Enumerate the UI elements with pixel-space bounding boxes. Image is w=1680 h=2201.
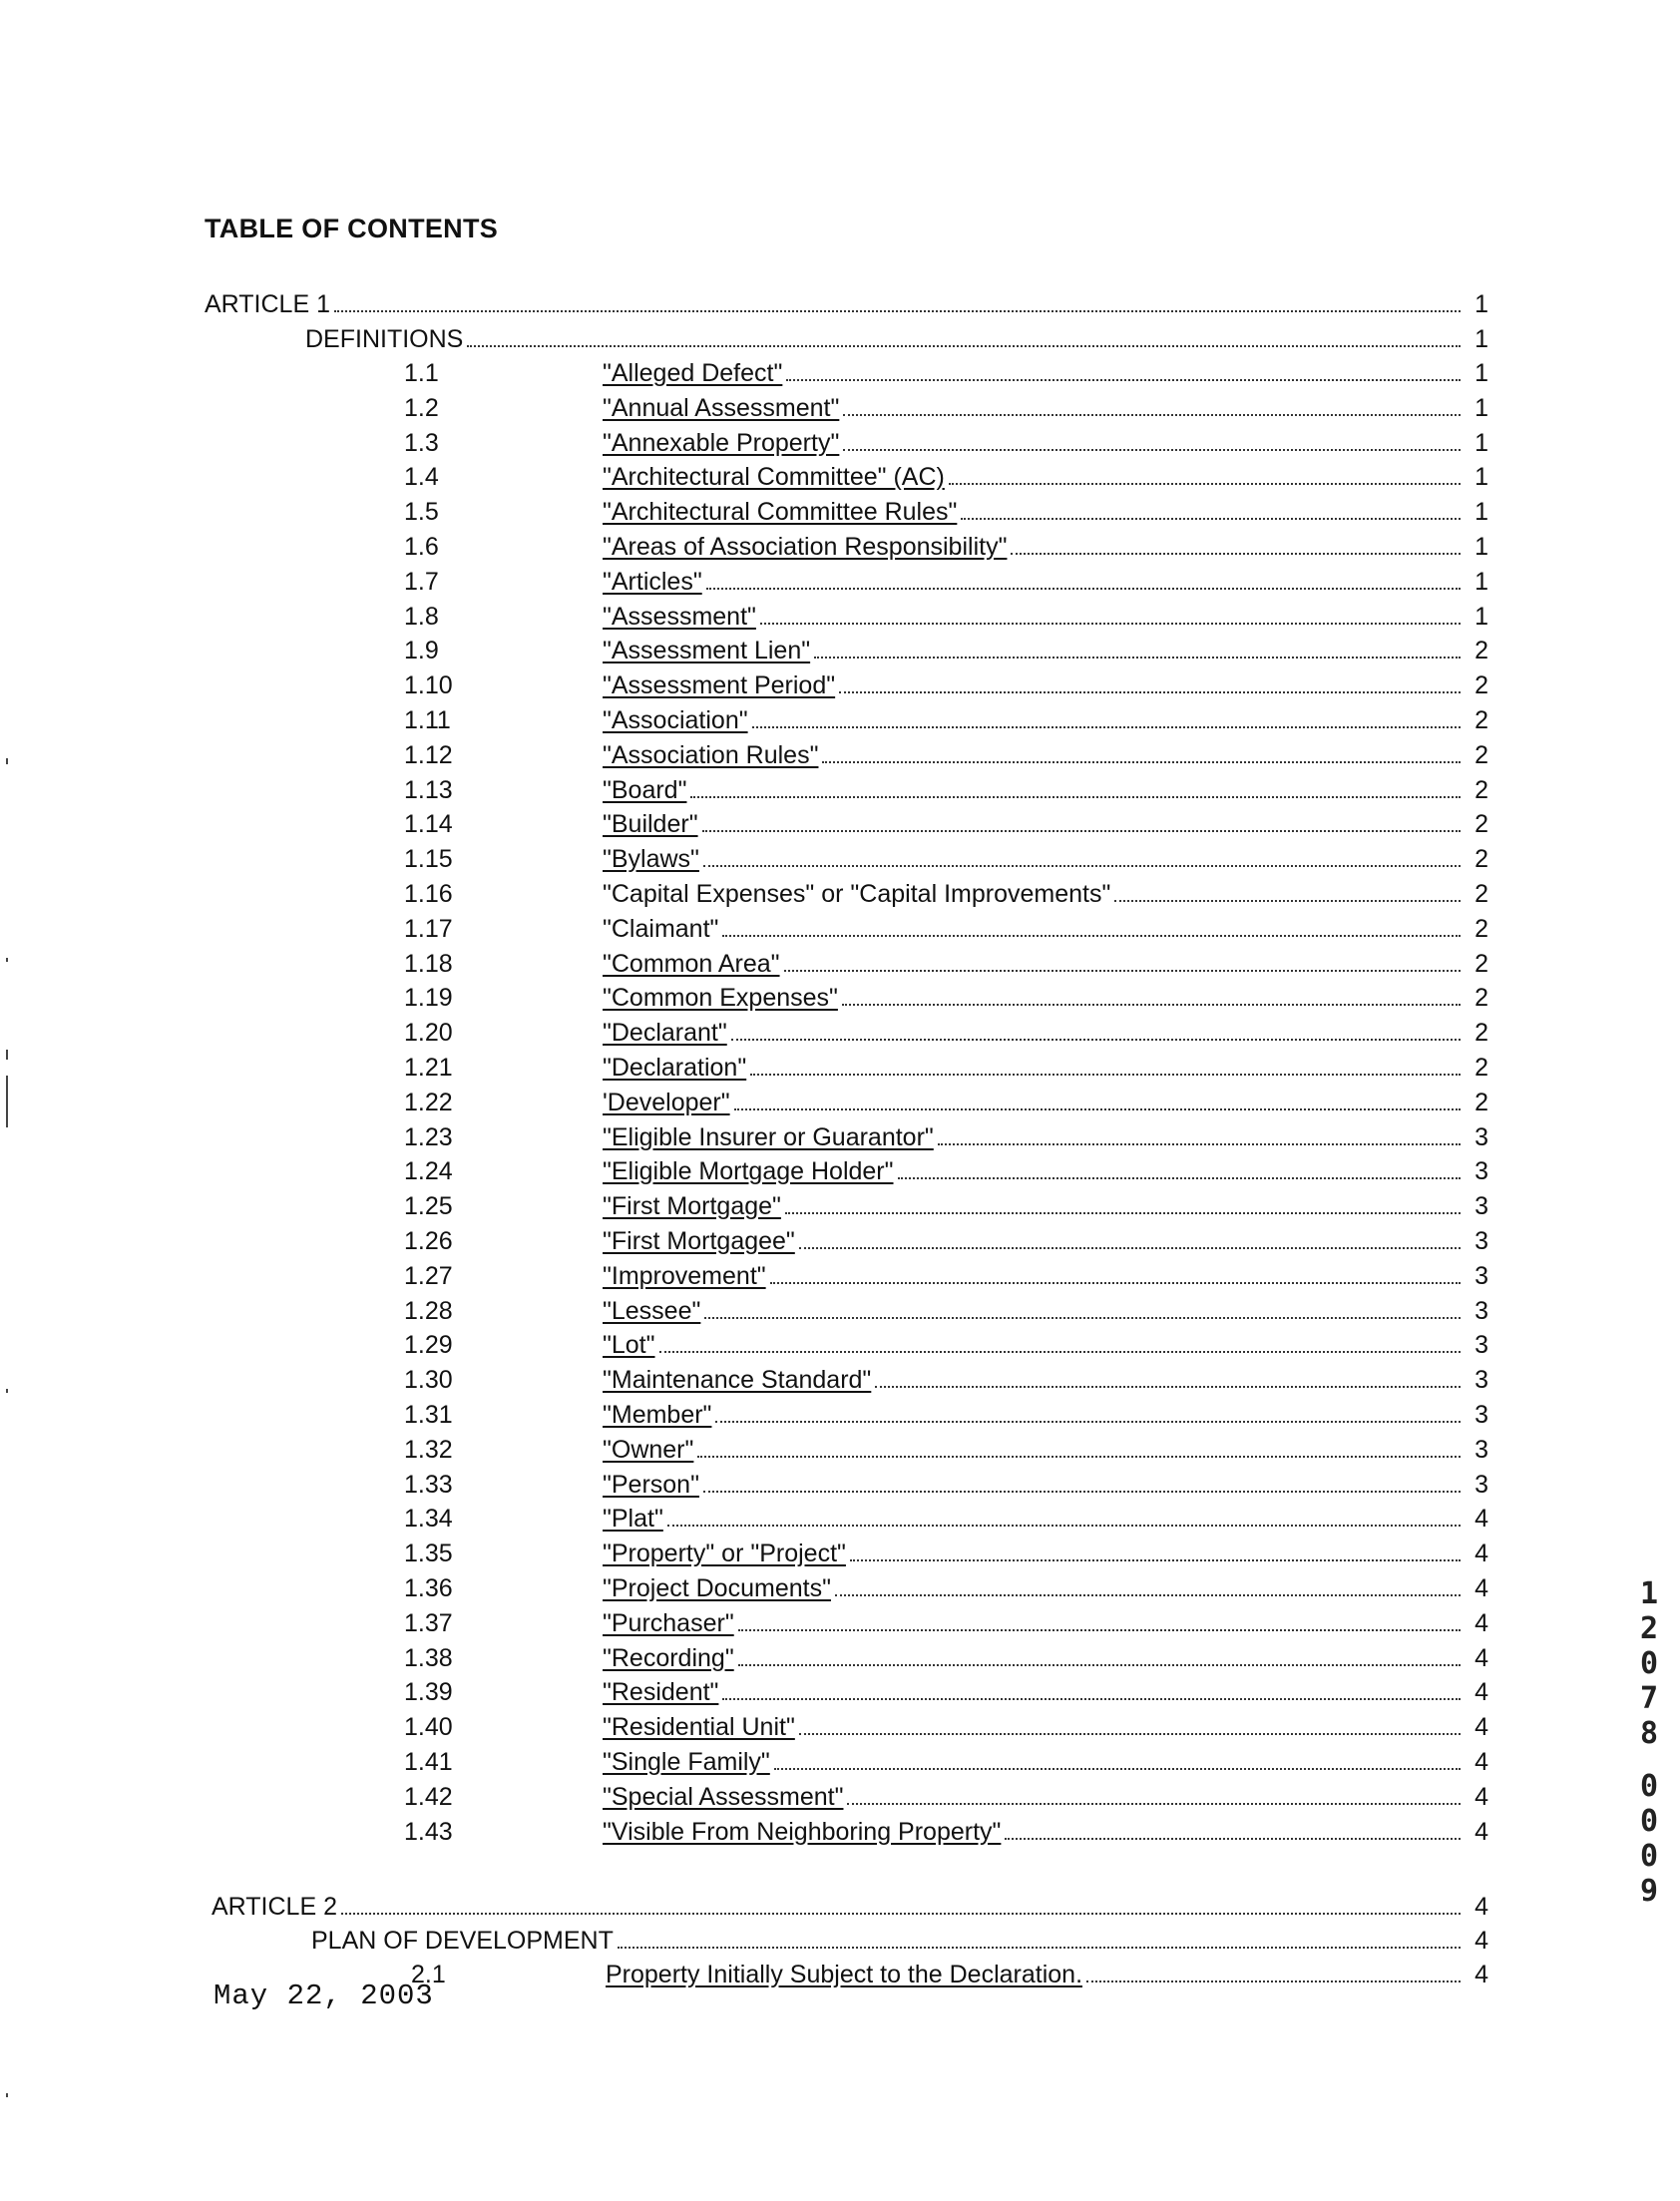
dot-leader	[703, 1490, 1461, 1493]
entry-title: "Annual Assessment"	[603, 394, 840, 422]
page-number: 4	[1474, 1678, 1488, 1706]
toc-entry	[404, 1569, 1488, 1603]
toc-entry	[404, 1396, 1488, 1430]
page-number: 4	[1474, 1783, 1488, 1811]
entry-title: "Annexable Property"	[603, 429, 840, 457]
document-date: May 22, 2003	[213, 1980, 434, 2012]
entry-title: 'Developer"	[603, 1089, 730, 1116]
toc-entry	[404, 528, 1488, 562]
dot-leader	[702, 829, 1461, 832]
entry-number: 1.5	[404, 498, 439, 526]
entry-number: 1.35	[404, 1540, 453, 1567]
dot-leader	[760, 622, 1461, 625]
toc-entry	[404, 563, 1488, 597]
entry-title: "Bylaws"	[603, 845, 699, 873]
toc-entry	[404, 1708, 1488, 1742]
entry-number: 1.42	[404, 1783, 453, 1811]
entry-number: 1.31	[404, 1401, 453, 1429]
page-number: 1	[1474, 429, 1488, 457]
entry-number: 1.10	[404, 671, 453, 699]
toc-title: TABLE OF CONTENTS	[205, 214, 499, 243]
toc-entry	[404, 979, 1488, 1013]
dot-leader	[722, 934, 1461, 937]
page-number: 1	[1474, 603, 1488, 631]
dot-leader	[843, 448, 1461, 451]
entry-title: "Declaration"	[603, 1054, 747, 1082]
dot-leader	[738, 1663, 1461, 1666]
stamp-digit: 0	[1639, 1839, 1659, 1874]
dot-leader	[774, 1767, 1461, 1770]
toc-entry	[404, 1049, 1488, 1083]
toc-entry	[404, 354, 1488, 388]
toc-entry	[404, 1257, 1488, 1291]
stamp-digit: 0	[1639, 1769, 1659, 1804]
stamp-digit: 7	[1639, 1681, 1659, 1716]
entry-title: "Maintenance Standard"	[603, 1366, 872, 1394]
stamp-digit: 1	[1639, 1576, 1659, 1611]
dot-leader	[334, 309, 1461, 312]
toc-entry	[404, 1535, 1488, 1568]
toc-entry	[404, 736, 1488, 770]
entry-number: 1.19	[404, 984, 453, 1012]
entry-number: 1.41	[404, 1748, 453, 1776]
entry-number: 1.14	[404, 810, 453, 838]
dot-leader	[814, 656, 1461, 659]
dot-leader	[835, 1593, 1461, 1596]
entry-number: 1.29	[404, 1331, 453, 1359]
dot-leader	[690, 795, 1461, 798]
entry-number: 1.34	[404, 1505, 453, 1533]
entry-title: "First Mortgagee"	[603, 1227, 795, 1255]
page-number: 2	[1474, 741, 1488, 769]
entry-title: "Person"	[603, 1471, 699, 1499]
entry-number: 1.22	[404, 1089, 453, 1116]
dot-leader	[715, 1420, 1461, 1423]
page-number: 1	[1474, 498, 1488, 526]
dot-leader	[799, 1246, 1461, 1249]
entry-title: "Lessee"	[603, 1297, 701, 1325]
entry-title: "Member"	[603, 1401, 712, 1429]
entry-title: "Special Assessment"	[603, 1783, 844, 1811]
page-number: 3	[1474, 1401, 1488, 1429]
page-number: 2	[1474, 637, 1488, 664]
entry-number: 1.20	[404, 1019, 453, 1047]
toc-entry	[404, 1813, 1488, 1847]
dot-leader	[850, 1558, 1461, 1561]
toc-entry	[404, 805, 1488, 839]
entry-title: "Articles"	[603, 568, 702, 596]
entry-title: "Areas of Association Responsibility"	[603, 533, 1008, 561]
page-number: 2	[1474, 915, 1488, 943]
entry-title: "Builder"	[603, 810, 698, 838]
entry-number: 1.6	[404, 533, 439, 561]
toc-entry	[404, 1673, 1488, 1707]
dot-leader	[750, 1073, 1461, 1076]
entry-title: "Alleged Defect"	[603, 359, 783, 387]
dot-leader	[697, 1455, 1461, 1458]
entry-title: "Residential Unit"	[603, 1713, 795, 1741]
toc-entry	[404, 910, 1488, 944]
entry-title: "Association"	[603, 706, 748, 734]
entry-title: "First Mortgage"	[603, 1192, 781, 1220]
page-number: 3	[1474, 1262, 1488, 1290]
dot-leader	[1011, 552, 1461, 555]
page-number: 1	[1474, 359, 1488, 387]
dot-leader	[839, 690, 1461, 693]
page-number: 4	[1474, 1609, 1488, 1637]
page-number: 4	[1474, 1574, 1488, 1602]
entry-title: "Project Documents"	[603, 1574, 831, 1602]
entry-number: 1.8	[404, 603, 439, 631]
dot-leader	[898, 1176, 1461, 1179]
toc-entry	[404, 1778, 1488, 1812]
entry-number: 1.37	[404, 1609, 453, 1637]
page-number: 3	[1474, 1436, 1488, 1464]
toc-entry	[404, 666, 1488, 700]
entry-title: "Association Rules"	[603, 741, 819, 769]
entry-title: "Eligible Insurer or Guarantor"	[603, 1123, 934, 1151]
toc-article-2	[211, 1888, 1488, 1922]
page-number: 2	[1474, 984, 1488, 1012]
entry-title: "Eligible Mortgage Holder"	[603, 1157, 894, 1185]
toc-entry	[404, 1187, 1488, 1221]
page-number: 4	[1474, 1505, 1488, 1533]
dot-leader	[842, 1003, 1461, 1006]
toc-entry	[404, 424, 1488, 458]
stamp-digit: 2	[1639, 1611, 1659, 1646]
toc-entry	[404, 1084, 1488, 1117]
page-number: 3	[1474, 1471, 1488, 1499]
toc-entry	[404, 389, 1488, 423]
entry-number: 1.36	[404, 1574, 453, 1602]
entry-number: 1.11	[404, 706, 451, 734]
page-number: 3	[1474, 1192, 1488, 1220]
entry-title: "Architectural Committee Rules"	[603, 498, 958, 526]
dot-leader	[961, 517, 1461, 520]
stamp-digit: 0	[1639, 1804, 1659, 1839]
entry-title: "Board"	[603, 776, 687, 804]
page-number: 2	[1474, 1019, 1488, 1047]
page-number: 2	[1474, 1089, 1488, 1116]
stamp-digit: 9	[1639, 1874, 1659, 1909]
entry-number: 1.18	[404, 950, 453, 978]
entry-number: 1.30	[404, 1366, 453, 1394]
entry-number: 1.16	[404, 880, 453, 908]
page-number: 2	[1474, 671, 1488, 699]
toc-entry	[404, 1118, 1488, 1152]
page-number: 3	[1474, 1331, 1488, 1359]
entry-number: 1.38	[404, 1644, 453, 1672]
toc-entry	[404, 1743, 1488, 1777]
entry-number: 1.32	[404, 1436, 453, 1464]
dot-leader	[799, 1732, 1461, 1735]
entry-number: 1.17	[404, 915, 453, 943]
page-number: 4	[1474, 1927, 1488, 1955]
entry-number: 1.2	[404, 394, 439, 422]
entry-title: Property Initially Subject to the Declaration.	[606, 1961, 1083, 1988]
page-number: 2	[1474, 880, 1488, 908]
page-number: 3	[1474, 1123, 1488, 1151]
toc-entry	[404, 632, 1488, 665]
toc-entry	[404, 945, 1488, 979]
entry-number: 1.3	[404, 429, 439, 457]
page-number: 2	[1474, 1054, 1488, 1082]
entry-title: "Improvement"	[603, 1262, 766, 1290]
entry-number: 1.27	[404, 1262, 453, 1290]
toc-entry	[404, 1500, 1488, 1534]
entry-number: 1.9	[404, 637, 439, 664]
page-number: 2	[1474, 845, 1488, 873]
entry-number: 1.39	[404, 1678, 453, 1706]
dot-leader	[722, 1697, 1461, 1700]
entry-title: "Visible From Neighboring Property"	[603, 1818, 1002, 1846]
dot-leader	[738, 1628, 1461, 1631]
toc-entry	[404, 1152, 1488, 1186]
entry-title: "Purchaser"	[603, 1609, 734, 1637]
entry-title: "Claimant"	[603, 915, 719, 943]
dot-leader	[1086, 1980, 1461, 1982]
page-number: 1	[1474, 394, 1488, 422]
dot-leader	[734, 1107, 1461, 1110]
entry-title: "Single Family"	[603, 1748, 770, 1776]
page-number: 3	[1474, 1227, 1488, 1255]
dot-leader	[706, 587, 1461, 590]
page-number: 1	[1474, 463, 1488, 491]
dot-leader	[847, 1802, 1461, 1805]
dot-leader	[618, 1946, 1461, 1949]
toc-entry	[404, 1292, 1488, 1326]
entry-title: "Common Expenses"	[603, 984, 838, 1012]
entry-title: ARTICLE 2	[211, 1893, 337, 1921]
toc-entry	[404, 1361, 1488, 1395]
toc-entry	[404, 598, 1488, 632]
toc-entry	[404, 1466, 1488, 1500]
page-number: 2	[1474, 810, 1488, 838]
stamp-digit: 8	[1639, 1716, 1659, 1751]
toc-entry	[404, 1222, 1488, 1256]
page-number: 1	[1474, 325, 1488, 353]
toc-entry	[404, 1014, 1488, 1048]
page-number: 4	[1474, 1713, 1488, 1741]
dot-leader	[752, 725, 1461, 728]
dot-leader	[703, 864, 1461, 867]
entry-title: "Architectural Committee" (AC)	[603, 463, 945, 491]
entry-title: "Owner"	[603, 1436, 694, 1464]
page-number: 3	[1474, 1297, 1488, 1325]
dot-leader	[659, 1350, 1461, 1353]
stamp-digit: 0	[1639, 1646, 1659, 1681]
toc-entry	[404, 875, 1488, 909]
entry-title: "Declarant"	[603, 1019, 727, 1047]
dot-leader	[785, 1211, 1461, 1214]
dot-leader	[784, 969, 1461, 972]
toc-entry	[404, 701, 1488, 735]
dot-leader	[341, 1912, 1461, 1915]
entry-title: "Common Area"	[603, 950, 780, 978]
page-number: 4	[1474, 1893, 1488, 1921]
page-number: 4	[1474, 1818, 1488, 1846]
entry-number: 1.25	[404, 1192, 453, 1220]
entry-number: 1.1	[404, 359, 439, 387]
page-number: 1	[1474, 568, 1488, 596]
dot-leader	[1005, 1837, 1461, 1840]
entry-number: 1.43	[404, 1818, 453, 1846]
entry-number: 1.40	[404, 1713, 453, 1741]
entry-title: "Assessment Period"	[603, 671, 836, 699]
entry-number: 1.13	[404, 776, 453, 804]
entry-title: "Lot"	[603, 1331, 655, 1359]
entry-number: 1.28	[404, 1297, 453, 1325]
toc-entry	[404, 1639, 1488, 1673]
dot-leader	[949, 482, 1461, 485]
entry-title: "Plat"	[603, 1505, 663, 1533]
entry-title: ARTICLE 1	[205, 290, 330, 318]
toc-entry	[404, 458, 1488, 492]
dot-leader	[467, 344, 1461, 347]
page-number: 2	[1474, 706, 1488, 734]
entry-number: 1.7	[404, 568, 439, 596]
entry-title: "Property" or "Project"	[603, 1540, 846, 1567]
toc-entry	[404, 1604, 1488, 1638]
page-number: 1	[1474, 290, 1488, 318]
entry-title: PLAN OF DEVELOPMENT	[311, 1927, 614, 1955]
recording-stamp-number	[1632, 1576, 1666, 1909]
toc-entry	[404, 1326, 1488, 1360]
dot-leader	[938, 1142, 1461, 1145]
dot-leader	[822, 760, 1461, 763]
page-number: 2	[1474, 950, 1488, 978]
entry-number: 1.26	[404, 1227, 453, 1255]
entry-number: 1.15	[404, 845, 453, 873]
dot-leader	[770, 1281, 1461, 1284]
entry-number: 1.4	[404, 463, 439, 491]
toc-article-1	[205, 285, 1488, 319]
dot-leader	[704, 1316, 1461, 1319]
toc-entry	[404, 1431, 1488, 1465]
dot-leader	[731, 1038, 1461, 1041]
toc-entry	[404, 840, 1488, 874]
toc-entry	[404, 493, 1488, 527]
page-number: 4	[1474, 1540, 1488, 1567]
dot-leader	[786, 378, 1461, 381]
entry-number: 1.12	[404, 741, 453, 769]
page-number: 2	[1474, 776, 1488, 804]
page-number: 4	[1474, 1961, 1488, 1988]
page-number: 3	[1474, 1157, 1488, 1185]
page-number: 3	[1474, 1366, 1488, 1394]
toc-entry	[404, 771, 1488, 805]
entry-title: "Capital Expenses" or "Capital Improvements"	[603, 880, 1111, 908]
entry-title: "Recording"	[603, 1644, 734, 1672]
entry-number: 2.1	[411, 1961, 446, 1988]
toc-definitions	[305, 320, 1488, 354]
entry-title: "Resident"	[603, 1678, 719, 1706]
entry-title: "Assessment Lien"	[603, 637, 811, 664]
entry-number: 1.21	[404, 1054, 453, 1082]
toc-plan-of-development	[311, 1922, 1488, 1956]
page-number: 4	[1474, 1644, 1488, 1672]
dot-leader	[1114, 899, 1461, 902]
toc-entry-2-1	[411, 1956, 1488, 1989]
entry-number: 1.33	[404, 1471, 453, 1499]
entry-number: 1.24	[404, 1157, 453, 1185]
entry-number: 1.23	[404, 1123, 453, 1151]
dot-leader	[843, 413, 1461, 416]
dot-leader	[667, 1524, 1461, 1527]
page-number: 1	[1474, 533, 1488, 561]
page-number: 4	[1474, 1748, 1488, 1776]
entry-title: DEFINITIONS	[305, 325, 464, 353]
dot-leader	[875, 1385, 1461, 1388]
entry-title: "Assessment"	[603, 603, 756, 631]
